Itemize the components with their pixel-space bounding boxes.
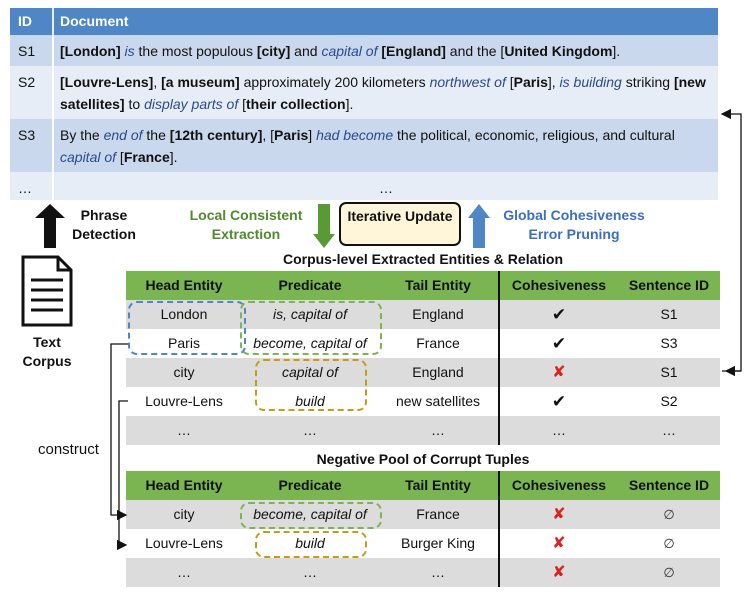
text-segment: ], (547, 74, 560, 90)
construct-label: construct (38, 441, 99, 458)
text-segment: ]. (345, 96, 354, 112)
predicate-cell: build (295, 535, 325, 551)
head-entity-cell: Louvre-Lens (145, 393, 223, 409)
cross-icon: ✘ (498, 529, 618, 558)
column-header: Cohesiveness (498, 271, 618, 300)
sentence-id-cell: S1 (660, 364, 678, 380)
entity-phrase: [Louvre-Lens] (60, 74, 154, 90)
extracted-table-title: Corpus-level Extracted Entities & Relation (282, 251, 564, 267)
relation-phrase: northwest of (429, 74, 506, 90)
tail-entity-cell: new satellites (395, 393, 481, 409)
sentence-id-cell: S2 (660, 393, 678, 409)
sentence-id: … (18, 180, 32, 196)
head-entity-cell: London (160, 306, 208, 322)
predicate-cell: capital of (281, 364, 339, 380)
relation-phrase: is building (559, 74, 622, 90)
document-header: Document (52, 8, 718, 35)
sentence-id-cell: ∅ (663, 536, 675, 551)
text-segment: , [ (262, 127, 275, 143)
text-segment: ] (308, 127, 317, 143)
text-segment: ]. (169, 149, 178, 165)
entity-phrase: [London] (60, 43, 121, 59)
tail-entity-cell: … (431, 422, 445, 438)
entity-phrase: [new satellites] (60, 74, 706, 112)
text-segment: [ (116, 149, 124, 165)
sentence-id-cell: S3 (660, 335, 678, 351)
text-segment: , (153, 74, 162, 90)
sentence-id: S3 (18, 127, 36, 143)
column-header: Sentence ID (628, 477, 710, 493)
predicate-cell: build (295, 393, 325, 409)
head-entity-cell: Paris (168, 335, 200, 351)
column-header: Tail Entity (405, 477, 471, 493)
relation-phrase: capital of (60, 149, 117, 165)
entity-phrase: [city] (256, 43, 291, 59)
predicate-cell: is, capital of (273, 306, 347, 322)
cohesiveness-cell: … (498, 416, 618, 445)
iterative-update-box: Iterative Update (339, 202, 461, 246)
cross-icon: ✘ (498, 500, 618, 529)
check-icon: ✔ (498, 300, 618, 329)
tail-entity-cell: France (416, 335, 460, 351)
column-header: Tail Entity (405, 277, 471, 293)
predicate-cell: … (303, 564, 317, 580)
sentence-id: S2 (18, 74, 36, 90)
sentence-id: S1 (18, 43, 36, 59)
text-segment: [ (505, 74, 514, 90)
sentence-id-cell: … (662, 422, 676, 438)
text-segment: By the (60, 127, 104, 143)
check-icon: ✔ (498, 387, 618, 416)
text-segment: [ (238, 96, 247, 112)
head-entity-cell: Louvre-Lens (145, 535, 223, 551)
entity-phrase: Paris (513, 74, 548, 90)
sentence-id-cell: ∅ (663, 507, 675, 522)
head-entity-cell: … (177, 422, 191, 438)
column-header: Predicate (278, 477, 342, 493)
entity-phrase: France (123, 149, 170, 165)
relation-phrase: had become (316, 127, 394, 143)
head-entity-cell: … (177, 564, 191, 580)
entity-phrase: United Kingdom (504, 43, 613, 59)
entity-phrase: [England] (381, 43, 446, 59)
relation-phrase: end of (103, 127, 143, 143)
tail-entity-cell: England (412, 306, 464, 322)
predicate-cell: … (303, 422, 317, 438)
relation-phrase: capital of (321, 43, 378, 59)
local-consistent-extraction-label: Local Consistent Extraction (189, 207, 303, 242)
text-segment: ]. (612, 43, 621, 59)
text-segment: the political, economic, religious, and cultural (393, 127, 675, 143)
tail-entity-cell: England (412, 364, 464, 380)
entity-phrase: their collection (246, 96, 346, 112)
text-segment: and (290, 43, 322, 59)
tail-entity-cell: … (431, 564, 445, 580)
sentence-id-cell: S1 (660, 306, 678, 322)
negative-table-title: Negative Pool of Corrupt Tuples (316, 451, 530, 467)
text-segment: approximately 200 kilometers (239, 74, 430, 90)
entity-phrase: Paris (274, 127, 309, 143)
global-cohesiveness-label: Global Cohesiveness Error Pruning (503, 207, 645, 242)
entity-phrase: [12th century] (169, 127, 263, 143)
column-header: Sentence ID (628, 277, 710, 293)
check-icon: ✔ (498, 329, 618, 358)
text-segment: the most populous (134, 43, 257, 59)
entity-phrase: [a museum] (161, 74, 240, 90)
predicate-cell: become, capital of (253, 506, 367, 522)
relation-phrase: is (124, 43, 135, 59)
column-header: Cohesiveness (498, 471, 618, 500)
text-corpus-label: Text Corpus (22, 334, 72, 369)
cross-icon: ✘ (498, 558, 618, 587)
tail-entity-cell: France (416, 506, 460, 522)
predicate-cell: become, capital of (253, 335, 367, 351)
text-segment: … (379, 180, 393, 196)
text-segment: and the [ (445, 43, 505, 59)
sentence-id-cell: ∅ (663, 565, 675, 580)
tail-entity-cell: Burger King (401, 535, 475, 551)
head-entity-cell: city (173, 506, 195, 522)
text-segment: to (124, 96, 145, 112)
text-segment: striking (621, 74, 674, 90)
id-header: ID (18, 13, 32, 29)
column-header: Predicate (278, 277, 342, 293)
column-header: Head Entity (145, 277, 223, 293)
head-entity-cell: city (173, 364, 195, 380)
relation-phrase: display parts of (144, 96, 239, 112)
column-header: Head Entity (145, 477, 223, 493)
text-segment: the (142, 127, 170, 143)
cross-icon: ✘ (498, 358, 618, 387)
phrase-detection-label: Phrase Detection (72, 207, 136, 242)
